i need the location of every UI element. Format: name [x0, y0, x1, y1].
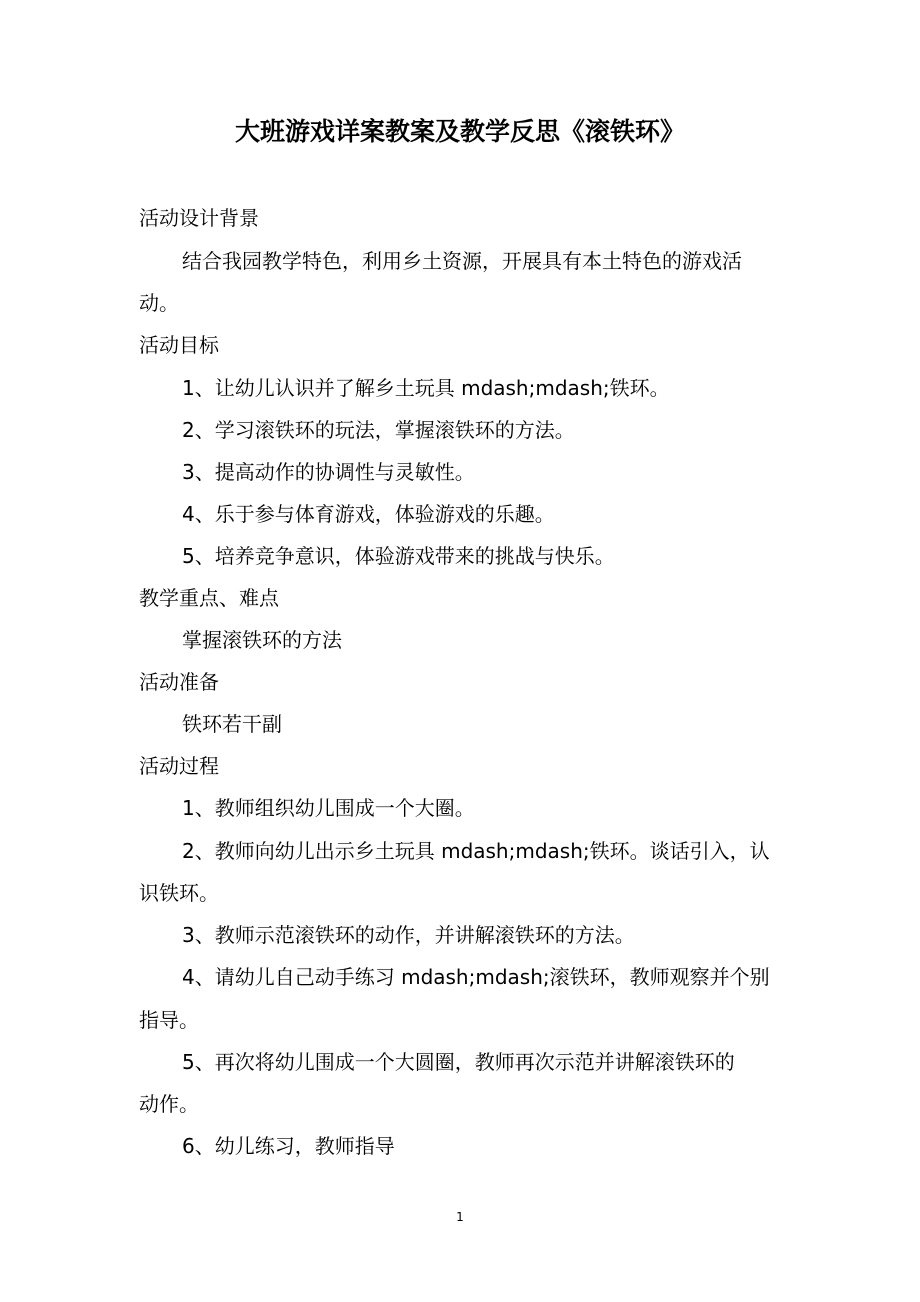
list-item: 1、让幼儿认识并了解乡土玩具 mdash;mdash;铁环。 — [182, 376, 670, 400]
paragraph-line: 掌握滚铁环的方法 — [182, 628, 342, 652]
list-item: 4、乐于参与体育游戏，体验游戏的乐趣。 — [182, 502, 555, 526]
list-item-continuation: 指导。 — [139, 1008, 199, 1032]
document-title: 大班游戏详案教案及教学反思《滚铁环》 — [234, 117, 685, 146]
list-item: 5、培养竞争意识，体验游戏带来的挑战与快乐。 — [182, 544, 615, 568]
section-heading-key-points: 教学重点、难点 — [139, 586, 279, 610]
list-item-continuation: 动作。 — [139, 1092, 199, 1116]
list-item: 3、教师示范滚铁环的动作，并讲解滚铁环的方法。 — [182, 923, 635, 947]
list-item-continuation: 识铁环。 — [139, 881, 219, 905]
section-heading-process: 活动过程 — [139, 754, 219, 778]
list-item: 2、教师向幼儿出示乡土玩具 mdash;mdash;铁环。谈话引入，认 — [182, 839, 770, 863]
paragraph-line: 铁环若干副 — [182, 712, 282, 736]
page-number: 1 — [456, 1210, 464, 1224]
list-item: 6、幼儿练习，教师指导 — [182, 1134, 395, 1158]
paragraph-line: 结合我园教学特色，利用乡土资源，开展具有本土特色的游戏活 — [182, 249, 742, 273]
list-item: 4、请幼儿自己动手练习 mdash;mdash;滚铁环，教师观察并个别 — [182, 965, 770, 989]
paragraph-line: 动。 — [139, 291, 179, 315]
section-heading-goals: 活动目标 — [139, 333, 219, 357]
list-item: 5、再次将幼儿围成一个大圆圈，教师再次示范并讲解滚铁环的 — [182, 1050, 735, 1074]
section-heading-preparation: 活动准备 — [139, 670, 219, 694]
section-heading-background: 活动设计背景 — [139, 206, 259, 230]
list-item: 2、学习滚铁环的玩法，掌握滚铁环的方法。 — [182, 418, 575, 442]
list-item: 1、教师组织幼儿围成一个大圈。 — [182, 796, 475, 820]
list-item: 3、提高动作的协调性与灵敏性。 — [182, 460, 475, 484]
